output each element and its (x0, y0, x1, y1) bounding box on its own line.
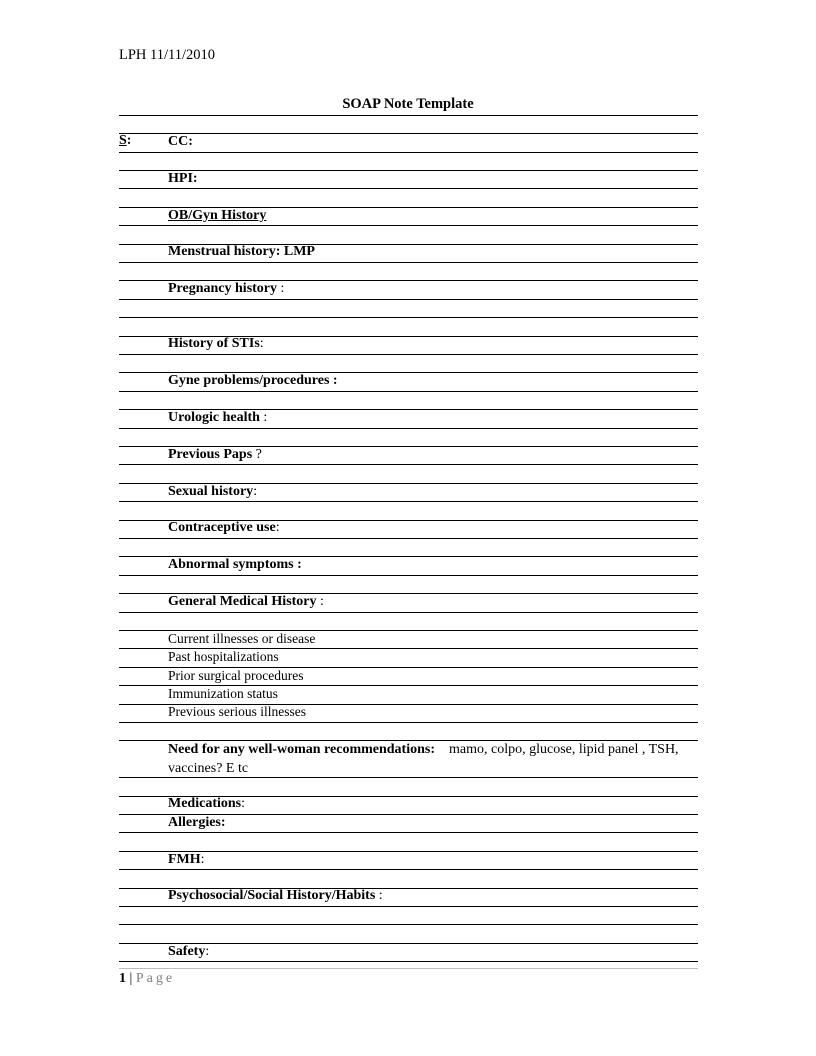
form-line (119, 832, 698, 833)
field-well-woman-recommendations: Need for any well-woman recommendations: mamo, colpo, glucose, lipid panel , TSH, vaccines? E tc (168, 742, 679, 776)
field-medications: Medications: (168, 796, 245, 811)
form-line (119, 924, 698, 925)
field-safety: Safety: (168, 944, 210, 959)
form-line (119, 391, 698, 392)
field-contraceptive-use: Contraceptive use: (168, 520, 280, 535)
general-history-item: Past hospitalizations (168, 649, 279, 664)
form-line (119, 612, 698, 613)
form-line (119, 428, 698, 429)
field-cc: CC: (168, 134, 193, 149)
page-label: Page (135, 971, 176, 986)
document-header: LPH 11/11/2010 (119, 47, 215, 63)
field-general-medical-history: General Medical History : (168, 594, 324, 609)
field-fmh: FMH: (168, 852, 205, 867)
field-sexual-history: Sexual history: (168, 484, 258, 499)
field-allergies: Allergies: (168, 815, 226, 830)
field-menstrual-history: Menstrual history: LMP (168, 244, 315, 259)
form-line (119, 869, 698, 870)
field-hpi: HPI: (168, 171, 198, 186)
form-line (119, 464, 698, 465)
field-history-of-stis: History of STIs: (168, 336, 264, 351)
form-line (119, 299, 698, 300)
field-urologic-health: Urologic health : (168, 410, 268, 425)
document-title: SOAP Note Template (342, 96, 474, 112)
form-line (119, 188, 698, 189)
form-line (119, 170, 698, 171)
general-history-item: Prior surgical procedures (168, 668, 304, 683)
general-history-item: Immunization status (168, 686, 278, 701)
form-line (119, 961, 698, 962)
form-line (119, 133, 698, 134)
general-history-item: Current illnesses or disease (168, 631, 316, 646)
field-abnormal-symptoms: Abnormal symptoms : (168, 557, 302, 572)
form-line (119, 538, 698, 539)
form-line (119, 501, 698, 502)
form-line (119, 354, 698, 355)
field-psychosocial-history: Psychosocial/Social History/Habits : (168, 888, 383, 903)
general-history-item: Previous serious illnesses (168, 704, 306, 719)
section-s-marker: S: (119, 133, 132, 148)
field-pregnancy-history: Pregnancy history : (168, 281, 285, 296)
field-gyne-problems: Gyne problems/procedures : (168, 373, 338, 388)
form-line (119, 906, 698, 907)
form-line (119, 262, 698, 263)
form-line (119, 225, 698, 226)
form-line (119, 152, 698, 153)
form-line (119, 317, 698, 318)
form-line (119, 722, 698, 723)
field-previous-paps: Previous Paps ? (168, 447, 262, 462)
form-line (119, 115, 698, 116)
form-line (119, 575, 698, 576)
page-footer: 1 | Page (119, 971, 176, 986)
footer-line (119, 968, 698, 969)
page-number: 1 (119, 971, 126, 986)
form-line (119, 851, 698, 852)
field-obgyn-history: OB/Gyn History (168, 208, 267, 223)
